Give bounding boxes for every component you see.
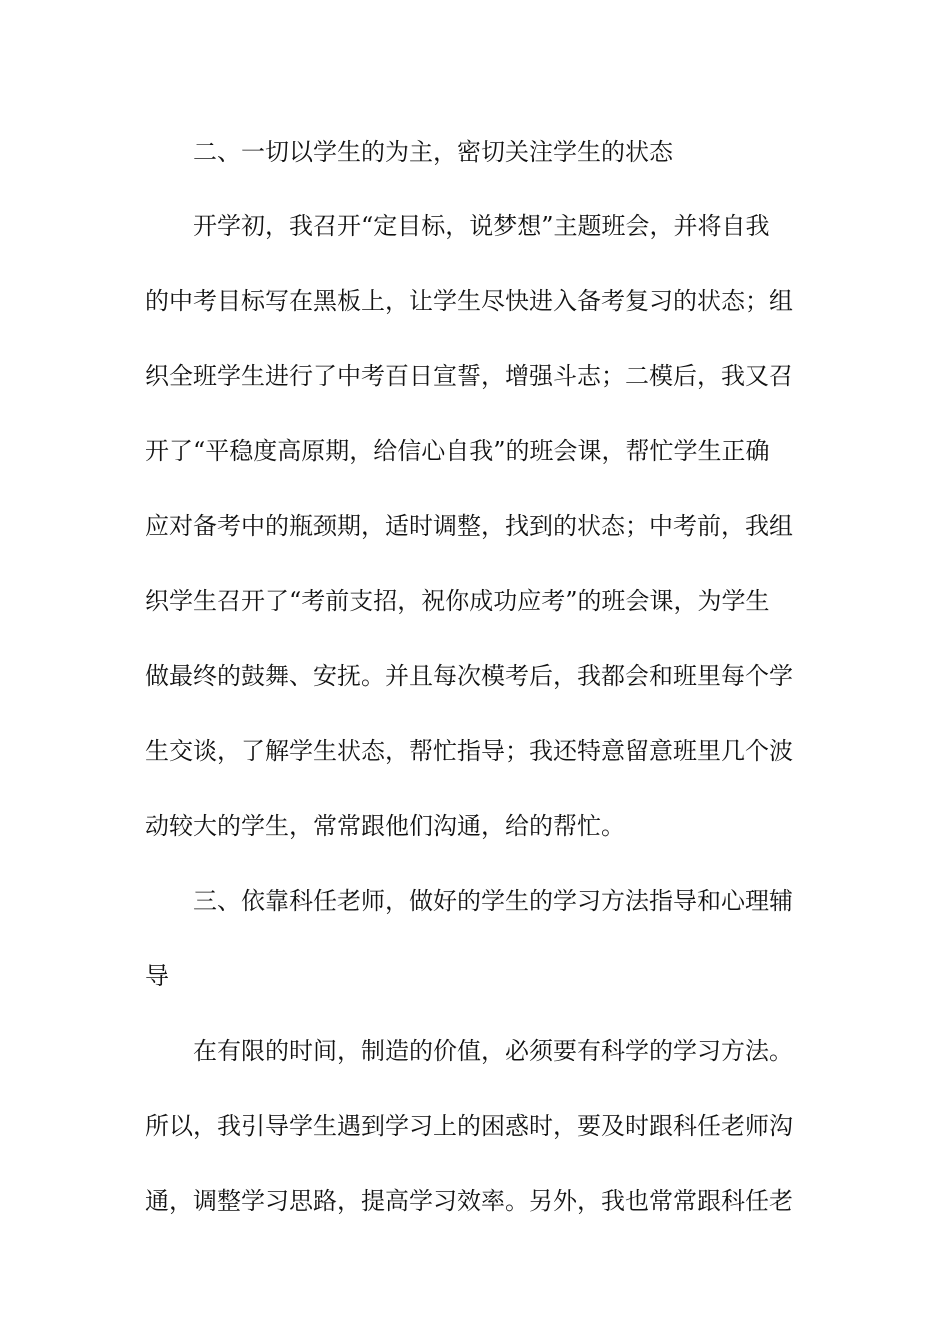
paragraph-line: 开学初，我召开“定目标，说梦想”主题班会，并将自我 <box>193 212 770 240</box>
paragraph-line: 开了“平稳度高原期，给信心自我”的班会课，帮忙学生正确 <box>145 437 770 465</box>
paragraph-line: 织全班学生进行了中考百日宣誓，增强斗志；二模后，我又召 <box>145 362 793 390</box>
paragraph-line: 在有限的时间，制造的价值，必须要有科学的学习方法。 <box>193 1037 793 1065</box>
paragraph-line: 做最终的鼓舞、安抚。并且每次模考后，我都会和班里每个学 <box>145 662 793 690</box>
paragraph-line: 所以，我引导学生遇到学习上的困惑时，要及时跟科任老师沟 <box>145 1112 793 1140</box>
paragraph-line: 生交谈，了解学生状态，帮忙指导；我还特意留意班里几个波 <box>145 737 793 765</box>
section-heading-3-continued: 导 <box>145 962 169 990</box>
section-heading-3: 三、依靠科任老师，做好的学生的学习方法指导和心理辅 <box>193 887 793 915</box>
section-heading-2: 二、一切以学生的为主，密切关注学生的状态 <box>193 138 673 166</box>
paragraph-line: 通，调整学习思路，提高学习效率。另外，我也常常跟科任老 <box>145 1187 793 1215</box>
paragraph-line: 织学生召开了“考前支招，祝你成功应考”的班会课，为学生 <box>145 587 770 615</box>
paragraph-line: 的中考目标写在黑板上，让学生尽快进入备考复习的状态；组 <box>145 287 793 315</box>
paragraph-line: 应对备考中的瓶颈期，适时调整，找到的状态；中考前，我组 <box>145 512 793 540</box>
paragraph-line: 动较大的学生，常常跟他们沟通，给的帮忙。 <box>145 812 625 840</box>
